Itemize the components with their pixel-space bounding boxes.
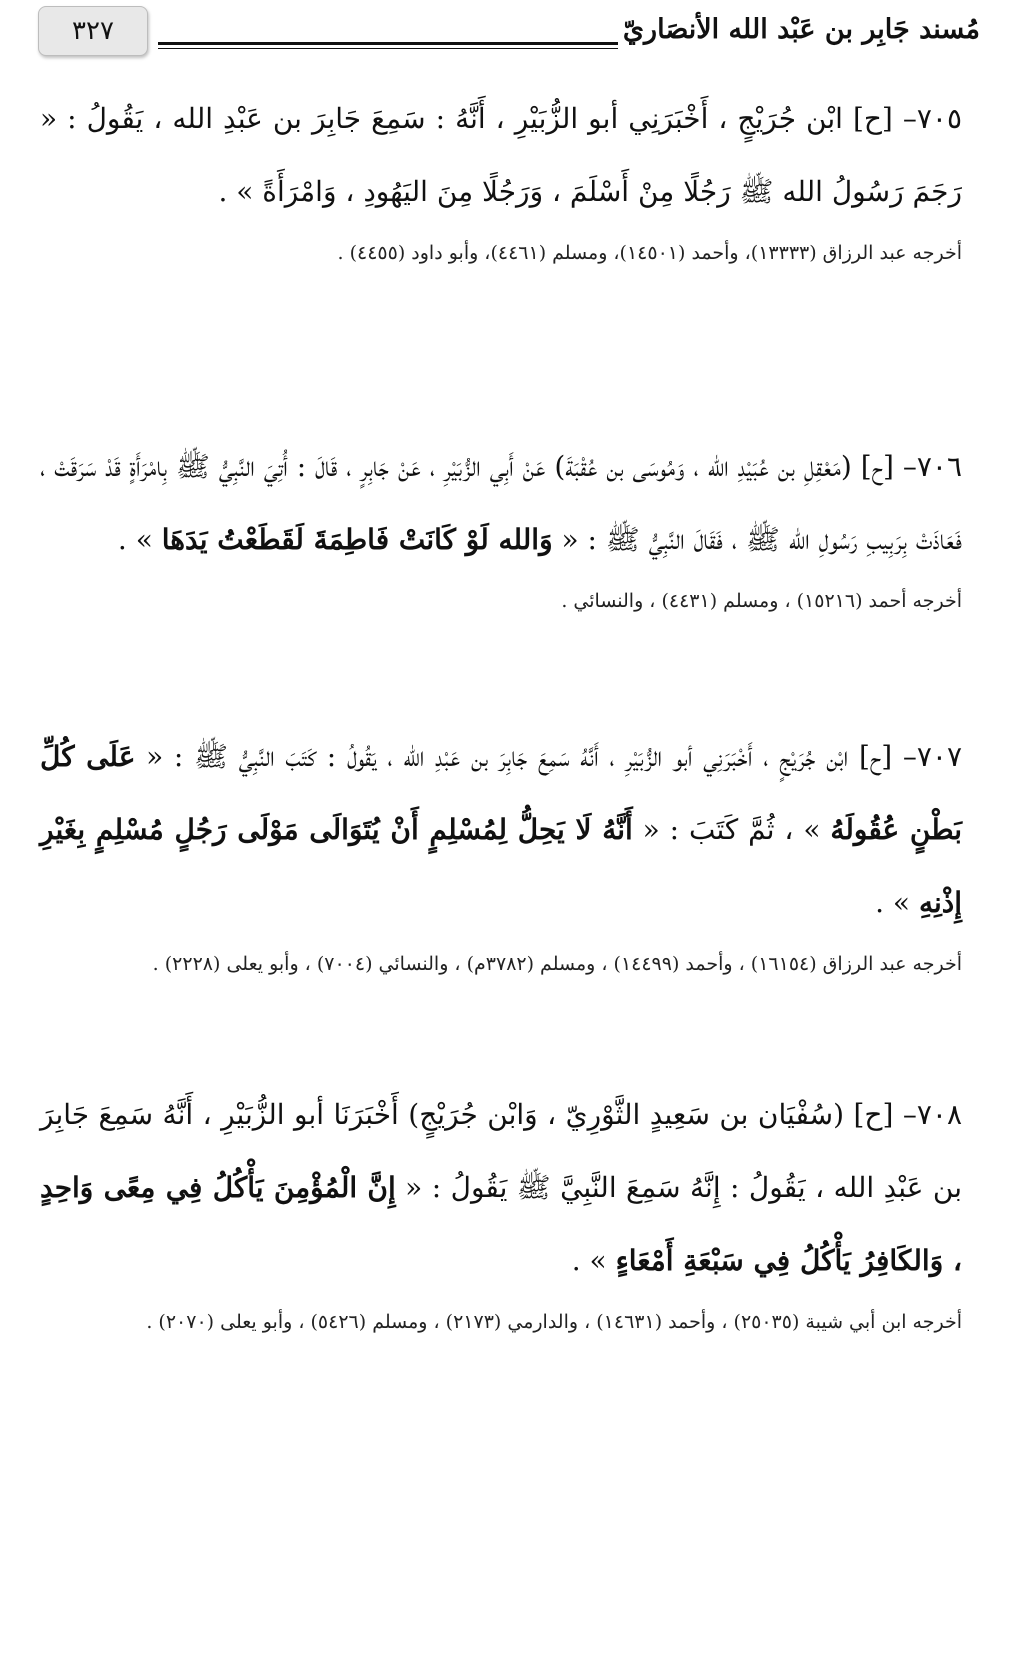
hadith-text-part: ٧٠٧– [ح] ابْن جُرَيْجٍ ، أَخْبَرَنِي أبو الزُّبَيْرِ ، أَنَّهُ سَمِعَ جَابِرَ بن عَبْدِ الله ، يَقُولُ : كَتَبَ النَّبِيُّ ﷺ : « [135, 740, 962, 773]
prophetic-saying: عَلَى كُلِّ بَطْنٍ عُقُولَهُ [40, 740, 962, 846]
hadith-text-part: » . [117, 523, 162, 556]
takhrij-note: أخرجه عبد الرزاق (١٦١٥٤) ، وأحمد (١٤٤٩٩) ، ومسلم (٣٧٨٢م) ، والنسائي (٧٠٠٤) ، وأبو يعلى (٢٢٢٨) . [152, 953, 962, 975]
hadith-text-part: ٧٠٦– [ح] (مَعْقِلِ بن عُبَيْدِ الله ، وَمُوسَى بن عُقْبَةَ) عَنْ أَبِي الزُّبَيْرِ ، عَنْ جَابِرٍ ، قَالَ : أُتِيَ النَّبِيُّ ﷺ بِامْرَأَةٍ قَدْ سَرَقَتْ ، فَعَاذَتْ بِرَبِيبِ رَسُولِ الله ﷺ ، فَقَالَ النَّبِيُّ ﷺ : « [40, 450, 962, 556]
page-number-badge: ٣٢٧ [38, 6, 148, 56]
hadith-text-part: » . [571, 1244, 616, 1277]
hadith-entry-705 [40, 82, 962, 272]
takhrij-note: أخرجه ابن أبي شيبة (٢٥٠٣٥) ، وأحمد (١٤٦٣١) ، والدارمي (٢١٧٣) ، ومسلم (٥٤٢٦) ، وأبو يعلى (٢٠٧٠) . [146, 1311, 962, 1333]
hadith-text-part: » . [875, 886, 919, 919]
takhrij-note: أخرجه أحمد (١٥٢١٦) ، ومسلم (٤٤٣١) ، والنسائي . [561, 590, 962, 612]
hadith-entry-708 [40, 1078, 962, 1341]
prophetic-saying: إِنَّ الْمُؤْمِنَ يَأْكُلُ فِي مِعًى وَاحِدٍ ، وَالكَافِرُ يَأْكُلُ فِي سَبْعَةِ أَمْعَاءٍ [40, 1171, 962, 1277]
page-header [30, 6, 980, 62]
takhrij-note: أخرجه عبد الرزاق (١٣٣٣٣)، وأحمد (١٤٥٠١)، ومسلم (٤٤٦١)، وأبو داود (٤٤٥٥) . [337, 242, 962, 264]
hadith-text-part: ٧٠٨– [ح] (سُفْيَان بن سَعِيدٍ الثَّوْرِيّ ، وَابْن جُرَيْجٍ) أَخْبَرَنَا أبو الزُّبَيْرِ ، أَنَّهُ سَمِعَ جَابِرَ بن عَبْدِ الله ، يَقُولُ : إِنَّهُ سَمِعَ النَّبِيَّ ﷺ يَقُولُ : « [40, 1098, 962, 1204]
hadith-text [40, 1078, 962, 1297]
prophetic-saying: وَالله لَوْ كَانَتْ فَاطِمَةَ لَقَطَعْتُ يَدَهَا [161, 523, 553, 556]
hadith-text [40, 430, 962, 576]
header-rule [158, 42, 618, 49]
hadith-text [40, 720, 962, 939]
hadith-entry-707 [40, 720, 962, 983]
hadith-text: ٧٠٥– [ح] ابْن جُرَيْجٍ ، أَخْبَرَنِي أبو الزُّبَيْرِ ، أَنَّهُ : سَمِعَ جَابِرَ بن عَبْدِ الله ، يَقُولُ : « رَجَمَ رَسُولُ الله ﷺ رَجُلًا مِنْ أَسْلَمَ ، وَرَجُلًا مِنَ اليَهُودِ ، وَامْرَأَةً » . [40, 102, 962, 208]
prophetic-saying: أَنَّهُ لَا يَحِلُّ لِمُسْلِمٍ أَنْ يُتَوَالَى مَوْلَى رَجُلٍ مُسْلِمٍ بِغَيْرِ إِذْنِهِ [40, 813, 962, 919]
running-title: مُسند جَابِر بن عَبْد الله الأنصَاريّ [622, 14, 980, 45]
hadith-text-part: » ، ثُمَّ كَتَبَ : « [632, 813, 831, 846]
hadith-entry-706 [40, 430, 962, 620]
